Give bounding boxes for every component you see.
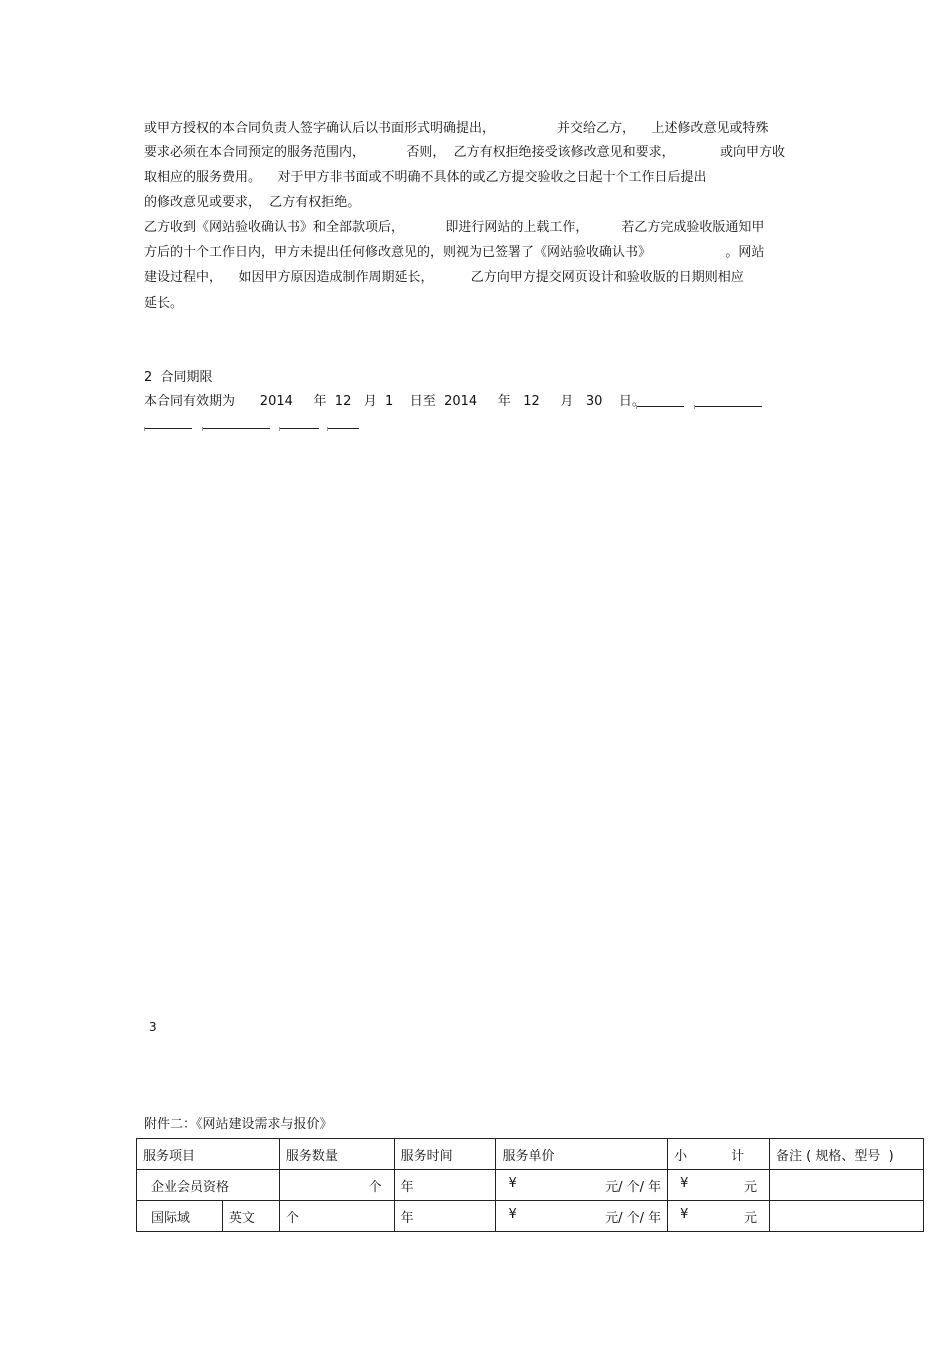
table-row (137, 1201, 924, 1232)
body-line: 的修改意见或要求， 乙方有权拒绝。 (144, 195, 361, 210)
subtotal-currency: ¥ (680, 1206, 689, 1222)
cell-qty[interactable]: 个 (279, 1170, 394, 1201)
page-number: 3 (149, 1020, 157, 1034)
header-subtotal-a: 小 (674, 1148, 688, 1164)
body-line: 要求必须在本合同预定的服务范围内， 否则， 乙方有权拒绝接受该修改意见和要求， 或向甲方收 (144, 145, 786, 160)
cell-item: 国际域 (137, 1201, 223, 1232)
body-line: 取相应的服务费用。 对于甲方非书面或不明确不具体的或乙方提交验收之日起十个工作日后提出 (144, 170, 707, 185)
cell-time[interactable]: 年 (394, 1170, 496, 1201)
cell-note[interactable] (770, 1170, 924, 1201)
contract-term-line: 本合同有效期为 2014 年 12 月 1 日至 2014 年 12 月 30 日。 (144, 394, 645, 409)
price-unit: 元/ 个/ 年 (605, 1210, 662, 1226)
header-subtotal (668, 1139, 770, 1170)
section-heading-contract-term: 2 合同期限 (144, 370, 213, 385)
cell-subtotal[interactable] (668, 1170, 770, 1201)
cell-price[interactable] (496, 1170, 668, 1201)
body-line: 建设过程中， 如因甲方原因造成制作周期延长， 乙方向甲方提交网页设计和验收版的日期则相应 (144, 270, 744, 285)
header-service-qty: 服务数量 (279, 1139, 394, 1170)
body-line: 或甲方授权的本合同负责人签字确认后以书面形式明确提出， 并交给乙方， 上述修改意见或特殊 (144, 121, 769, 136)
price-unit: 元/ 个/ 年 (605, 1179, 662, 1195)
body-line: 方后的十个工作日内，甲方未提出任何修改意见的，则视为已签署了《网站验收确认书》 。网站 (144, 245, 765, 260)
blank-field[interactable] (327, 416, 359, 429)
blank-field[interactable] (694, 394, 762, 407)
header-unit-price: 服务单价 (496, 1139, 668, 1170)
quote-table (136, 1138, 924, 1232)
header-note: 备注 ( 规格、型号 ) (770, 1139, 924, 1170)
body-line: 乙方收到《网站验收确认书》和全部款项后， 即进行网站的上载工作， 若乙方完成验收版通知甲 (144, 220, 765, 235)
cell-price[interactable] (496, 1201, 668, 1232)
cell-subtotal[interactable] (668, 1201, 770, 1232)
cell-time[interactable]: 年 (394, 1201, 496, 1232)
table-header-row (137, 1139, 924, 1170)
header-service-time: 服务时间 (394, 1139, 496, 1170)
cell-item-sub: 英文 (222, 1201, 279, 1232)
subtotal-unit: 元 (744, 1210, 758, 1226)
table-row (137, 1170, 924, 1201)
cell-qty[interactable]: 个 (279, 1201, 394, 1232)
subtotal-unit: 元 (744, 1179, 758, 1195)
subtotal-currency: ¥ (680, 1175, 689, 1191)
cell-note[interactable] (770, 1201, 924, 1232)
header-service-item: 服务项目 (137, 1139, 280, 1170)
blank-field[interactable] (279, 416, 319, 429)
blank-field[interactable] (202, 416, 270, 429)
cell-item: 企业会员资格 (137, 1170, 280, 1201)
price-currency: ¥ (508, 1206, 517, 1222)
blank-field[interactable] (144, 416, 192, 429)
price-currency: ¥ (508, 1175, 517, 1191)
body-line: 延长。 (144, 296, 184, 311)
blank-field[interactable] (636, 394, 684, 407)
header-subtotal-b: 计 (731, 1148, 745, 1164)
appendix-title: 附件二：《网站建设需求与报价》 (144, 1117, 333, 1132)
